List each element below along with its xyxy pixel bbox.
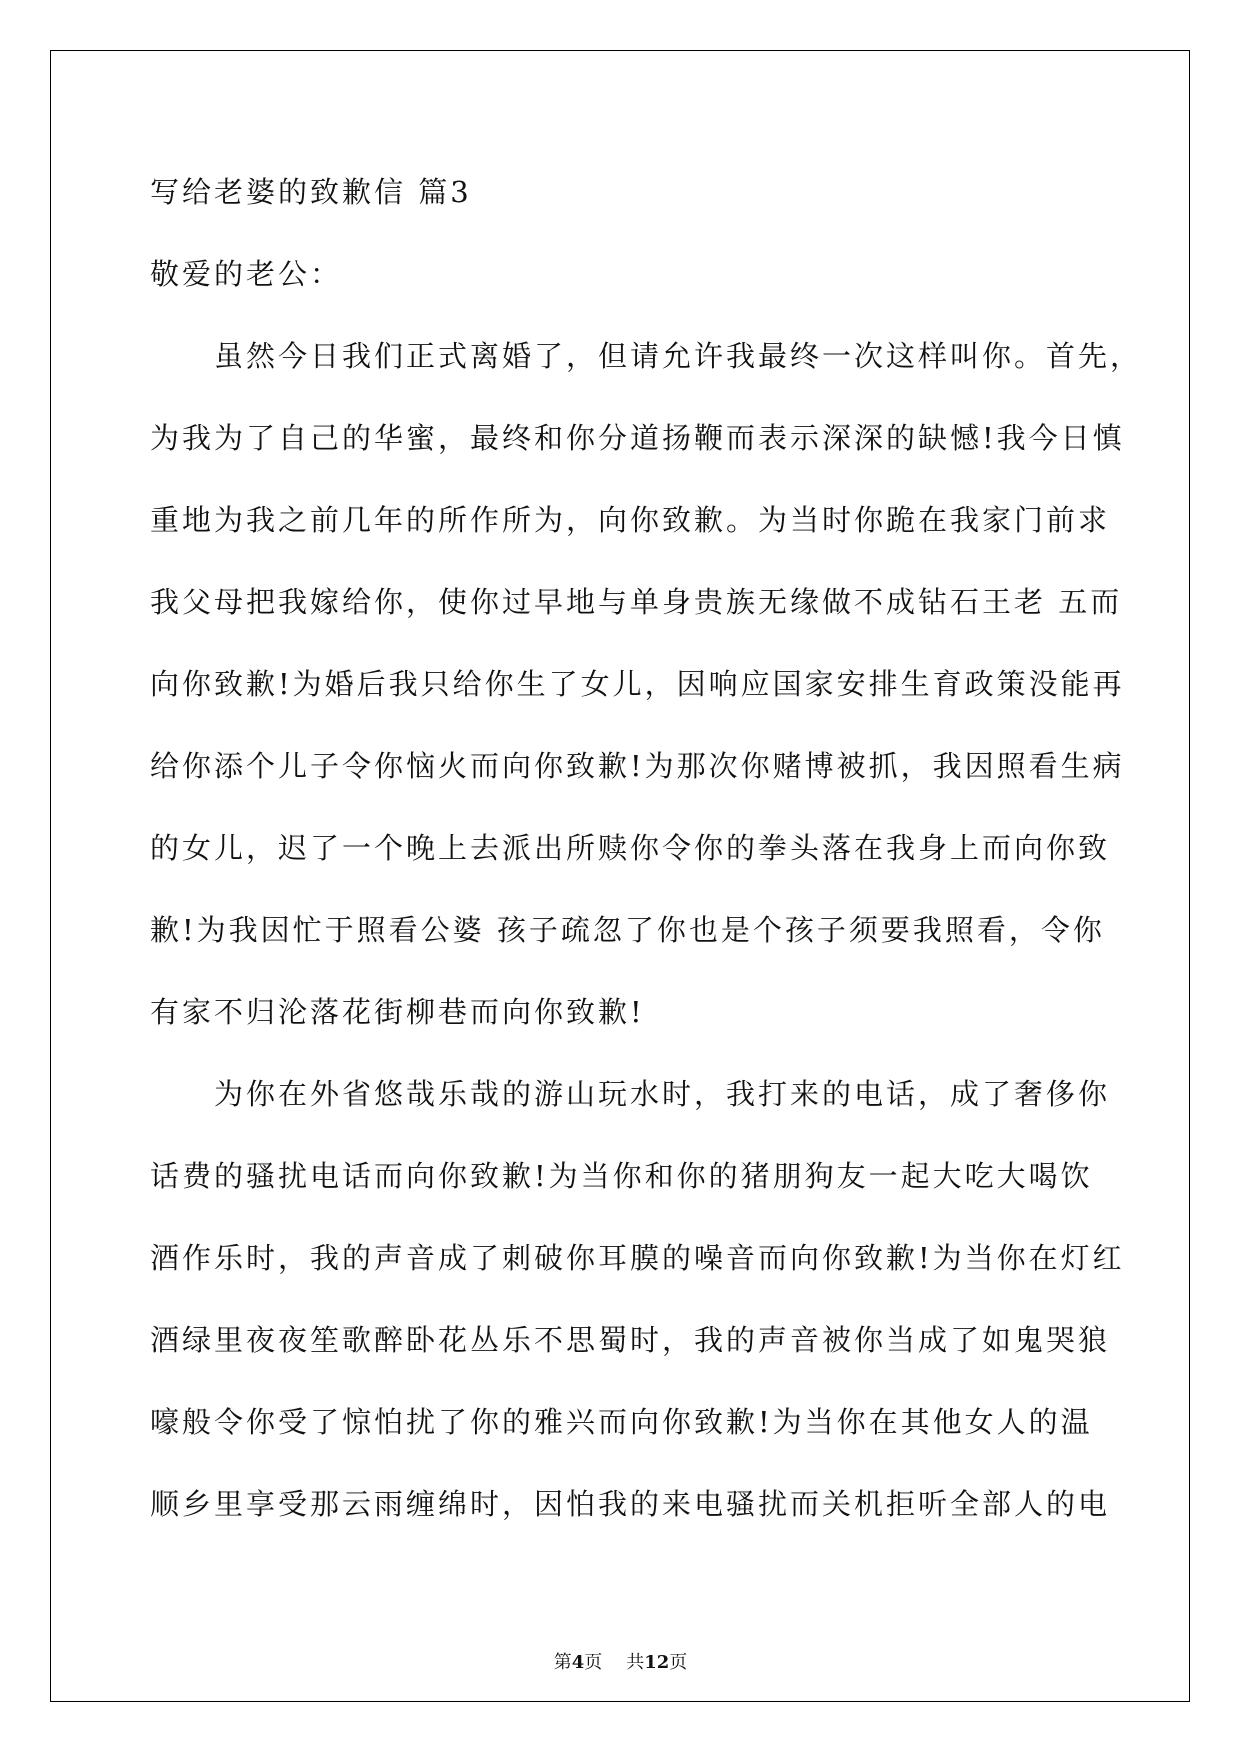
page-suffix: 页 bbox=[584, 1652, 603, 1673]
paragraph-1 bbox=[150, 326, 1143, 1064]
total-prefix: 共 bbox=[626, 1652, 645, 1673]
total-suffix: 页 bbox=[669, 1652, 688, 1673]
text-line: 顺乡里享受那云雨缠绵时，因怕我的来电骚扰而关机拒听全部人的电 bbox=[150, 1487, 1111, 1521]
document-body bbox=[150, 162, 1143, 1556]
text-line: 为你在外省悠哉乐哉的游山玩水时，我打来的电话，成了奢侈你 bbox=[214, 1077, 1111, 1111]
text-line: 歉!为我因忙于照看公婆 孩子疏忽了你也是个孩子须要我照看，令你 bbox=[150, 913, 1105, 947]
text-line: 给你添个儿子令你恼火而向你致歉!为那次你赌博被抓，我因照看生病 bbox=[150, 749, 1125, 783]
text-line: 的女儿，迟了一个晚上去派出所赎你令你的拳头落在我身上而向你致 bbox=[150, 831, 1111, 865]
text-line: 有家不归沦落花街柳巷而向你致歉! bbox=[150, 995, 645, 1029]
text-line: 嚎般令你受了惊怕扰了你的雅兴而向你致歉!为当你在其他女人的温 bbox=[150, 1405, 1093, 1439]
text-line: 酒绿里夜夜笙歌醉卧花丛乐不思蜀时，我的声音被你当成了如鬼哭狼 bbox=[150, 1323, 1111, 1357]
page-number: 4 bbox=[571, 1652, 585, 1673]
document-title: 写给老婆的致歉信 篇3 bbox=[150, 175, 472, 209]
page-prefix: 第 bbox=[553, 1652, 572, 1673]
text-line: 为我为了自己的华蜜，最终和你分道扬鞭而表示深深的缺憾!我今日慎 bbox=[150, 421, 1125, 455]
text-line: 我父母把我嫁给你，使你过早地与单身贵族无缘做不成钻石王老 五而 bbox=[150, 585, 1123, 619]
page-footer bbox=[0, 1648, 1241, 1674]
text-line: 向你致歉!为婚后我只给你生了女儿，因响应国家安排生育政策没能再 bbox=[150, 667, 1125, 701]
salutation: 敬爱的老公： bbox=[150, 257, 343, 291]
text-line: 重地为我之前几年的所作所为，向你致歉。为当时你跪在我家门前求 bbox=[150, 503, 1111, 537]
text-line: 酒作乐时，我的声音成了刺破你耳膜的噪音而向你致歉!为当你在灯红 bbox=[150, 1241, 1125, 1275]
text-line: 虽然今日我们正式离婚了，但请允许我最终一次这样叫你。首先， bbox=[214, 339, 1143, 373]
text-line: 话费的骚扰电话而向你致歉!为当你和你的猪朋狗友一起大吃大喝饮 bbox=[150, 1159, 1093, 1193]
total-pages: 12 bbox=[644, 1652, 670, 1673]
paragraph-2 bbox=[150, 1064, 1125, 1556]
